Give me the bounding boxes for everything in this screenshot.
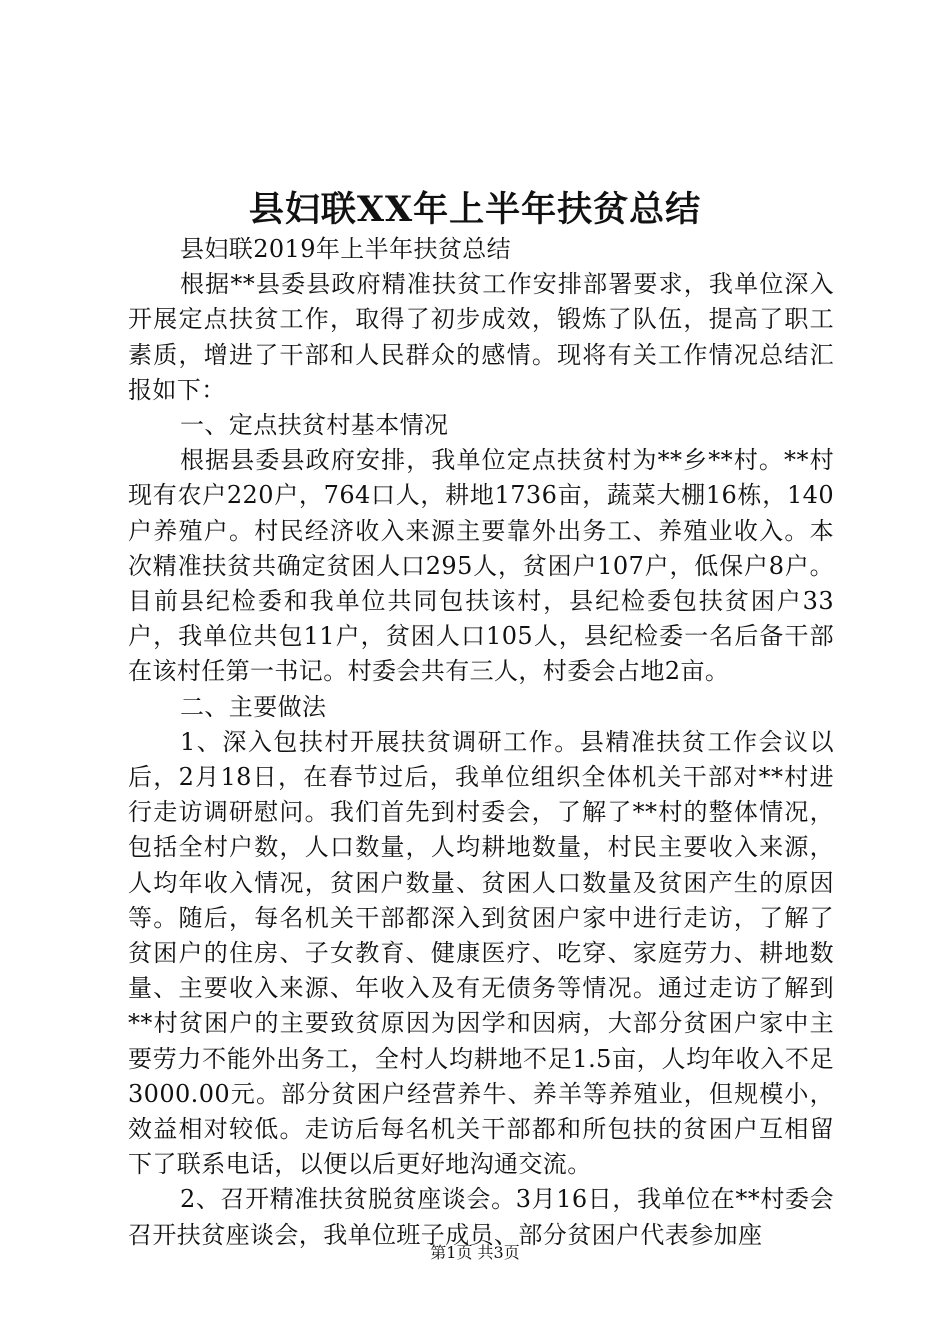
section-heading-1: 一、定点扶贫村基本情况 [180,411,449,440]
section-heading-2: 二、主要做法 [180,692,327,721]
paragraph-survey: 1、深入包扶村开展扶贫调研工作。县精准扶贫工作会议以后，2月18日，在春节过后，我单位组织全体机关干部对**村进行走访调研慰问。我们首先到村委会，了解了**村的整体情况，包括全村户数，人口数量，人均耕地数量，村民主要收入来源，人均年收入情况，贫困户数量、贫困人口数量及贫困产生的原因等。随后，每名机关干部都深入到贫困户家中进行走访，了解了贫困户的住房、子女教育、健康医疗、吃穿、家庭劳力、耕地数量、主要收入来源、年收入及有无债务等情况。通过走访了解到**村贫困户的主要致贫原因为因学和因病，大部分贫困户家中主要劳力不能外出务工，全村人均耕地不足1.5亩，人均年收入不足3000.00元。部分贫困户经营养牛、养羊等养殖业，但规模小，效益相对较低。走访后每名机关干部都和所包扶的贫困户互相留下了联系电话，以便以后更好地沟通交流。 [128,727,834,1179]
paragraph-symposium: 2、召开精准扶贫脱贫座谈会。3月16日，我单位在**村委会召开扶贫座谈会，我单位班子成员、部分贫困户代表参加座 [128,1185,834,1249]
page-footer: 第1页 共3页 [430,1243,520,1262]
paragraph-intro: 根据**县委县政府精准扶贫工作安排部署要求，我单位深入开展定点扶贫工作，取得了初步成效，锻炼了队伍，提高了职工素质，增进了干部和人民群众的感情。现将有关工作情况总结汇报如下： [128,270,834,404]
document-title: 县妇联XX年上半年扶贫总结 [248,189,702,230]
paragraph-subtitle: 县妇联2019年上半年扶贫总结 [180,235,512,263]
paragraph-village-info: 根据县委县政府安排，我单位定点扶贫村为**乡**村。**村现有农户220户，764口人，耕地1736亩，蔬菜大棚16栋，140户养殖户。村民经济收入来源主要靠外出务工、养殖业收入。本次精准扶贫共确定贫困人口295人，贫困户107户，低保户8户。目前县纪检委和我单位共同包扶该村，县纪检委包扶贫困户33户，我单位共包11户，贫困人口105人，县纪检委一名后备干部在该村任第一书记。村委会共有三人，村委会占地2亩。 [128,446,834,686]
document-body [128,232,834,1253]
